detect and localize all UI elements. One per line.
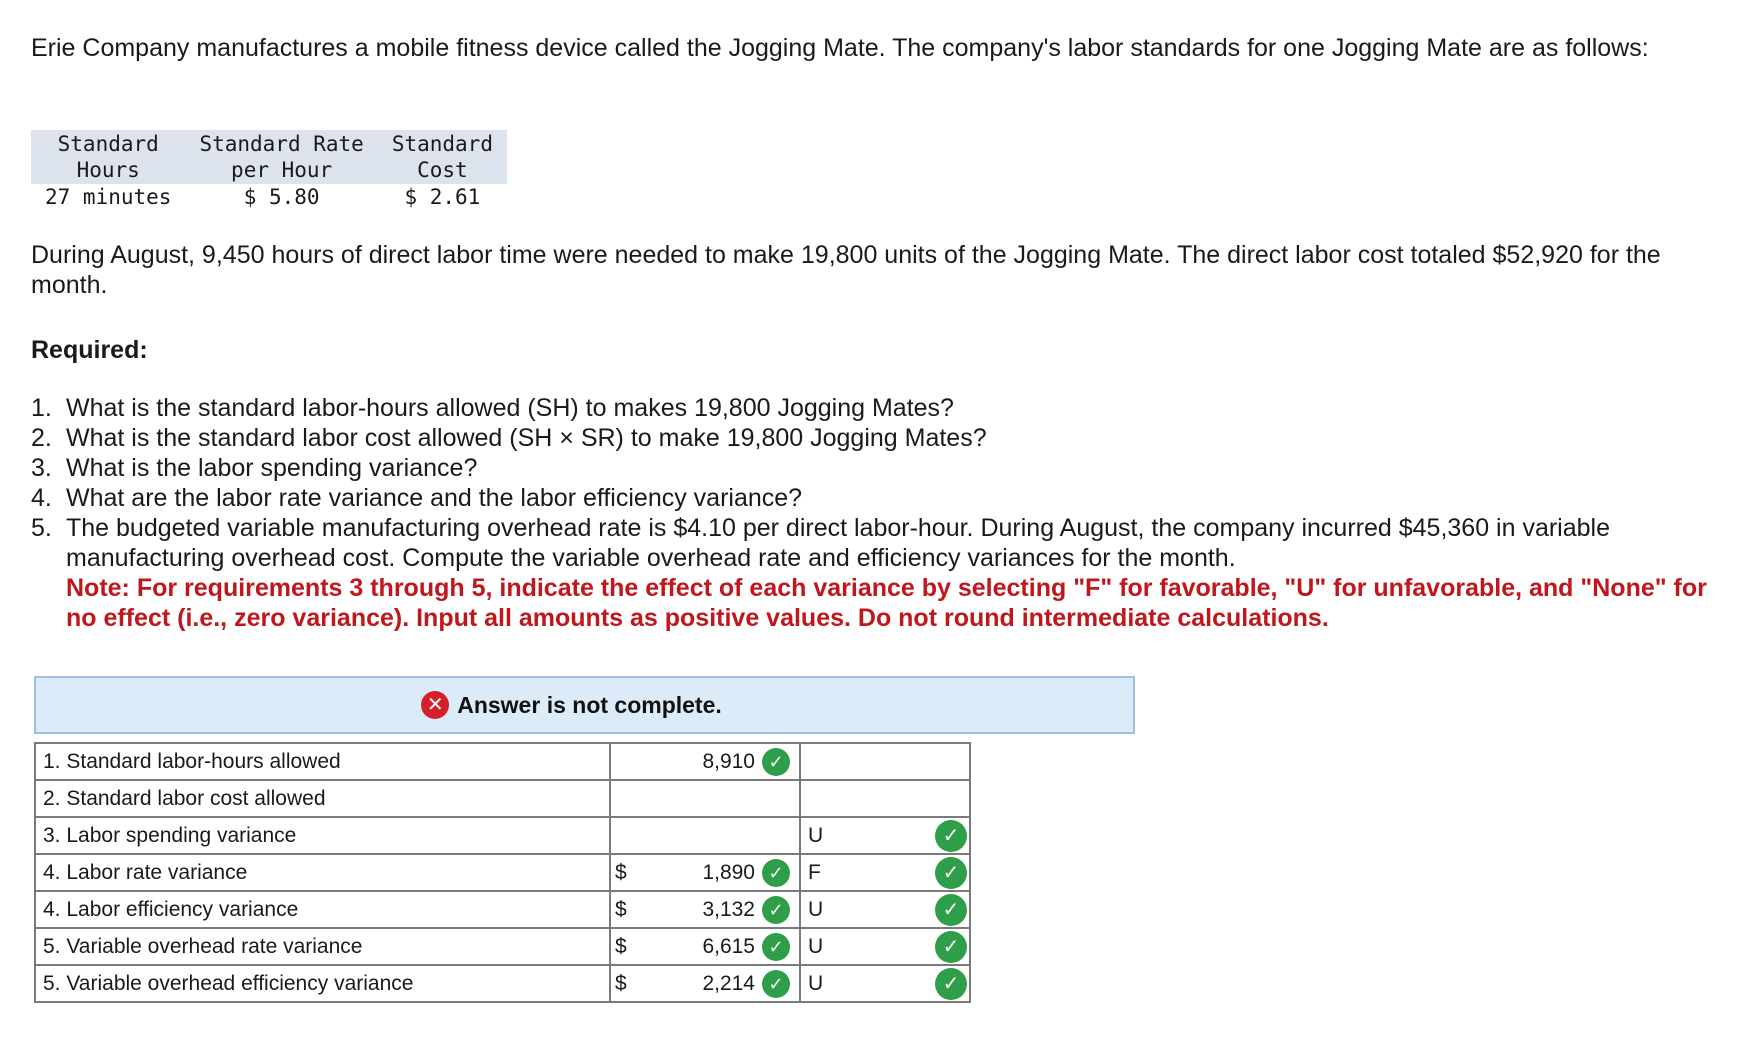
requirement-item: 3. What is the labor spending variance? [31, 454, 478, 482]
amount-value: 2,214 [702, 972, 755, 995]
value-standard-hours: 27 minutes [45, 185, 172, 209]
header-standard-rate: Standard Rate per Hour [185, 130, 377, 184]
answer-row [35, 854, 970, 891]
answer-label: 5. Variable overhead rate variance [35, 928, 610, 965]
effect-select[interactable] [800, 965, 970, 1002]
amount-input[interactable] [610, 891, 800, 928]
requirement-item: 4. What are the labor rate variance and the labor efficiency variance? [31, 484, 803, 512]
check-circle-icon: ✓ [935, 931, 967, 963]
amount-value: 8,910 [702, 750, 755, 773]
answer-status-banner [34, 676, 1135, 734]
answer-label: 4. Labor efficiency variance [35, 891, 610, 928]
answer-table [34, 742, 971, 1003]
x-circle-icon: ✕ [421, 691, 449, 719]
requirements-list [31, 393, 1711, 633]
standards-values-row [31, 184, 507, 210]
august-paragraph: During August, 9,450 hours of direct labor time were needed to make 19,800 units of the Jogging Mate. The direct labor cost totaled $52,920 for the month. [31, 241, 1661, 299]
answer-label: 5. Variable overhead efficiency variance [35, 965, 610, 1002]
check-circle-icon: ✓ [762, 748, 790, 776]
effect-select[interactable] [800, 854, 970, 891]
amount-value: 1,890 [702, 861, 755, 884]
check-circle-icon: ✓ [935, 857, 967, 889]
effect-value: U [808, 824, 824, 847]
amount-input[interactable] [610, 743, 800, 780]
check-circle-icon: ✓ [762, 970, 790, 998]
effect-value: F [808, 861, 821, 884]
amount-input[interactable] [610, 854, 800, 891]
amount-input[interactable] [610, 780, 800, 817]
standards-table [31, 130, 507, 210]
dollar-sign: $ [615, 935, 627, 958]
amount-value: 6,615 [702, 935, 755, 958]
answer-label: 1. Standard labor-hours allowed [35, 743, 610, 780]
answer-row [35, 928, 970, 965]
required-heading: Required: [31, 336, 148, 364]
effect-value: U [808, 898, 824, 921]
check-circle-icon: ✓ [935, 894, 967, 926]
answer-row [35, 780, 970, 817]
effect-value: U [808, 972, 824, 995]
requirement-item: 5. The budgeted variable manufacturing overhead rate is $4.10 per direct labor-hour. During August, the company incurred $45,360 in variable manufacturing overhead cost. Compute the variable overhead rate and efficiency variances for the month. Note: For requirements 3 through 5, indicate the effect of each variance by selecting "F" for favorable, "U" for unfavorable, and "None" for no effect (i.e., zero variance). Input all amounts as positive values. Do not round intermediate calculations. [31, 513, 1711, 633]
requirements-note: Note: For requirements 3 through 5, indicate the effect of each variance by selecting "F" for favorable, "U" for unfavorable, and "None" for no effect (i.e., zero variance). Input all amounts as positive values. Do not round intermediate calculations. [66, 574, 1707, 632]
answer-row [35, 965, 970, 1002]
check-circle-icon: ✓ [935, 820, 967, 852]
intro-text: Erie Company manufactures a mobile fitness device called the Jogging Mate. The company's labor standards for one Jogging Mate are as follows: [31, 34, 1649, 62]
amount-input[interactable] [610, 817, 800, 854]
amount-input[interactable] [610, 928, 800, 965]
header-standard-hours: Standard Hours [31, 130, 185, 184]
effect-select[interactable] [800, 928, 970, 965]
dollar-sign: $ [615, 861, 627, 884]
answer-status-text: Answer is not complete. [457, 691, 722, 718]
value-standard-rate: $ 5.80 [243, 185, 320, 209]
effect-select[interactable] [800, 891, 970, 928]
header-standard-cost: Standard Cost [378, 130, 507, 184]
amount-input[interactable] [610, 965, 800, 1002]
answer-row [35, 743, 970, 780]
effect-select[interactable] [800, 780, 970, 817]
dollar-sign: $ [615, 898, 627, 921]
effect-select[interactable] [800, 743, 970, 780]
answer-label: 2. Standard labor cost allowed [35, 780, 610, 817]
answer-label: 3. Labor spending variance [35, 817, 610, 854]
value-standard-cost: $ 2.61 [404, 185, 481, 209]
amount-value: 3,132 [702, 898, 755, 921]
answer-row [35, 891, 970, 928]
answer-row [35, 817, 970, 854]
effect-value: U [808, 935, 824, 958]
check-circle-icon: ✓ [762, 933, 790, 961]
check-circle-icon: ✓ [762, 859, 790, 887]
check-circle-icon: ✓ [762, 896, 790, 924]
effect-select[interactable] [800, 817, 970, 854]
requirement-item: 1. What is the standard labor-hours allowed (SH) to makes 19,800 Jogging Mates? [31, 394, 954, 422]
dollar-sign: $ [615, 972, 627, 995]
answer-label: 4. Labor rate variance [35, 854, 610, 891]
check-circle-icon: ✓ [935, 968, 967, 1000]
requirement-item: 2. What is the standard labor cost allowed (SH × SR) to make 19,800 Jogging Mates? [31, 424, 987, 452]
